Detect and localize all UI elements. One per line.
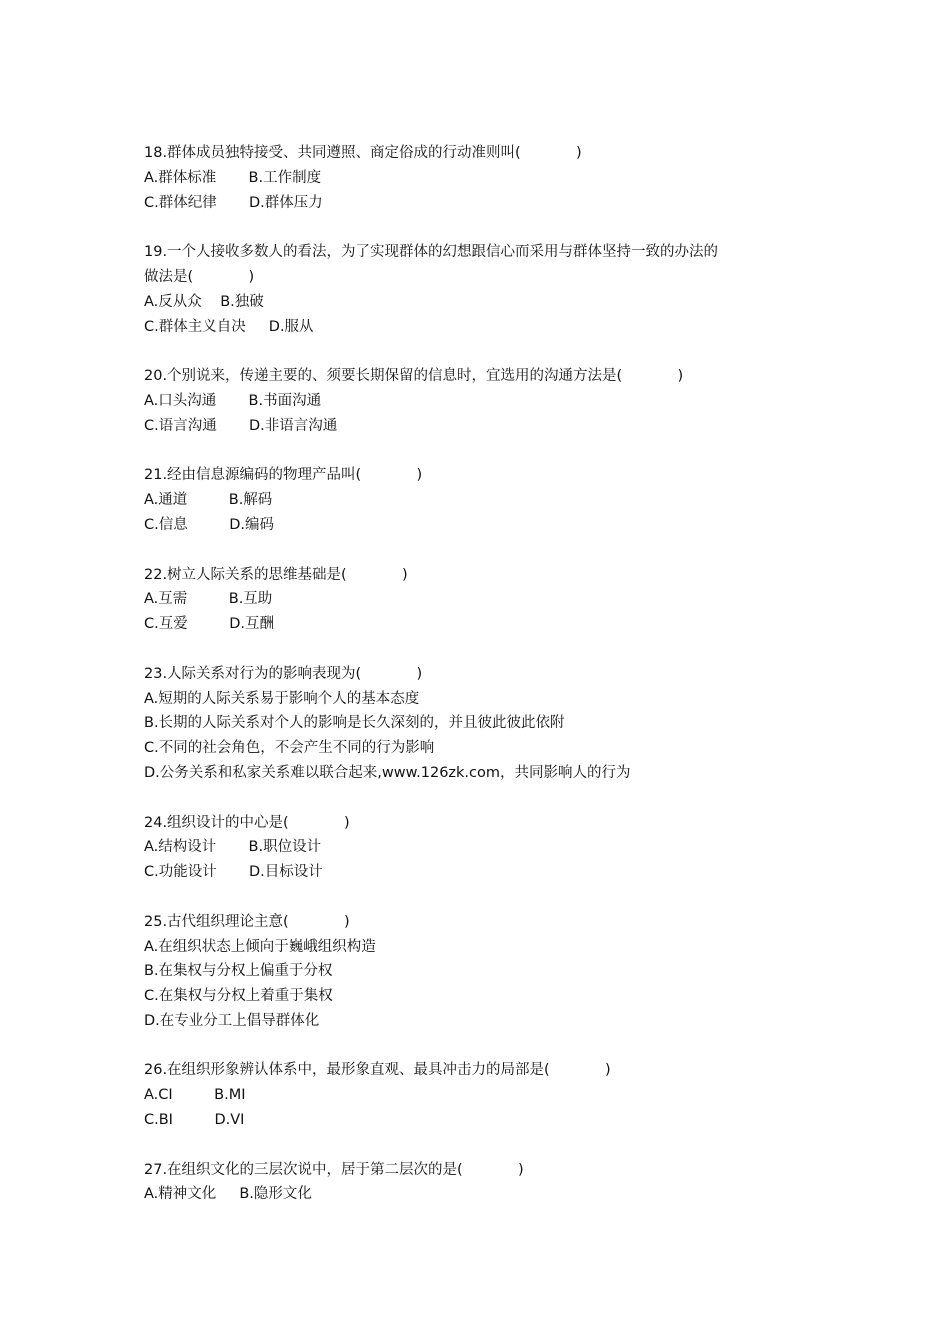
- question-option-line: C.信息 D.编码: [144, 516, 274, 533]
- question-stem: 23.人际关系对行为的影响表现为( ): [144, 665, 423, 682]
- question-option-line: D.在专业分工上倡导群体化: [144, 1012, 320, 1029]
- question-stem: 22.树立人际关系的思维基础是( ): [144, 566, 408, 583]
- question-20: [144, 364, 824, 438]
- question-option-line: A.精神文化 B.隐形文化: [144, 1186, 312, 1203]
- question-stem: 27.在组织文化的三层次说中，居于第二层次的是( ): [144, 1161, 524, 1178]
- question-option-line: A.在组织状态上倾向于巍峨组织构造: [144, 938, 376, 955]
- question-option-line: D.公务关系和私家关系难以联合起来,www.126zk.com，共同影响人的行为: [144, 764, 631, 781]
- question-22: [144, 563, 824, 637]
- question-stem: 18.群体成员独特接受、共同遵照、商定俗成的行动准则叫( ): [144, 145, 582, 161]
- question-stem: 25.古代组织理论主意( ): [144, 913, 350, 930]
- question-stem: 21.经由信息源编码的物理产品叫( ): [144, 467, 423, 484]
- question-18: [144, 141, 824, 215]
- question-option-line: A.短期的人际关系易于影响个人的基本态度: [144, 690, 420, 707]
- question-stem: 26.在组织形象辨认体系中，最形象直观、最具冲击力的局部是( ): [144, 1062, 611, 1079]
- question-option-line: C.群体纪律 D.群体压力: [144, 194, 323, 211]
- question-option-line: A.口头沟通 B.书面沟通: [144, 392, 322, 409]
- document-page: [144, 141, 824, 1232]
- question-23: [144, 662, 824, 786]
- question-21: [144, 463, 824, 537]
- question-option-line: A.反从众 B.独破: [144, 293, 264, 310]
- question-option-line: A.结构设计 B.职位设计: [144, 839, 322, 856]
- question-25: [144, 910, 824, 1034]
- question-option-line: C.不同的社会角色，不会产生不同的行为影响: [144, 740, 435, 757]
- question-26: [144, 1058, 824, 1132]
- question-option-line: C.在集权与分权上着重于集权: [144, 988, 333, 1005]
- question-option-line: B.在集权与分权上偏重于分权: [144, 963, 333, 980]
- question-stem: 19.一个人接收多数人的看法，为了实现群体的幻想跟信心而采用与群体坚持一致的办法的: [144, 244, 719, 261]
- question-option-line: A.CI B.MI: [144, 1087, 246, 1104]
- question-option-line: C.互爱 D.互酬: [144, 616, 274, 633]
- question-option-line: C.语言沟通 D.非语言沟通: [144, 417, 338, 434]
- question-stem: 24.组织设计的中心是( ): [144, 814, 350, 831]
- question-option-line: C.BI D.VI: [144, 1112, 245, 1129]
- question-option-line: A.群体标准 B.工作制度: [144, 169, 322, 186]
- question-option-line: C.功能设计 D.目标设计: [144, 864, 323, 881]
- question-option-line: A.互需 B.互助: [144, 591, 273, 608]
- question-19: [144, 240, 824, 339]
- question-stem: 20.个别说来，传递主要的、须要长期保留的信息时，宜选用的沟通方法是( ): [144, 368, 684, 385]
- question-27: [144, 1158, 824, 1208]
- question-option-line: C.群体主义自决 D.服从: [144, 318, 314, 335]
- question-stem: 做法是( ): [144, 268, 255, 285]
- question-option-line: B.长期的人际关系对个人的影响是长久深刻的，并且彼此彼此依附: [144, 715, 565, 732]
- question-option-line: A.通道 B.解码: [144, 492, 273, 509]
- question-24: [144, 811, 824, 885]
